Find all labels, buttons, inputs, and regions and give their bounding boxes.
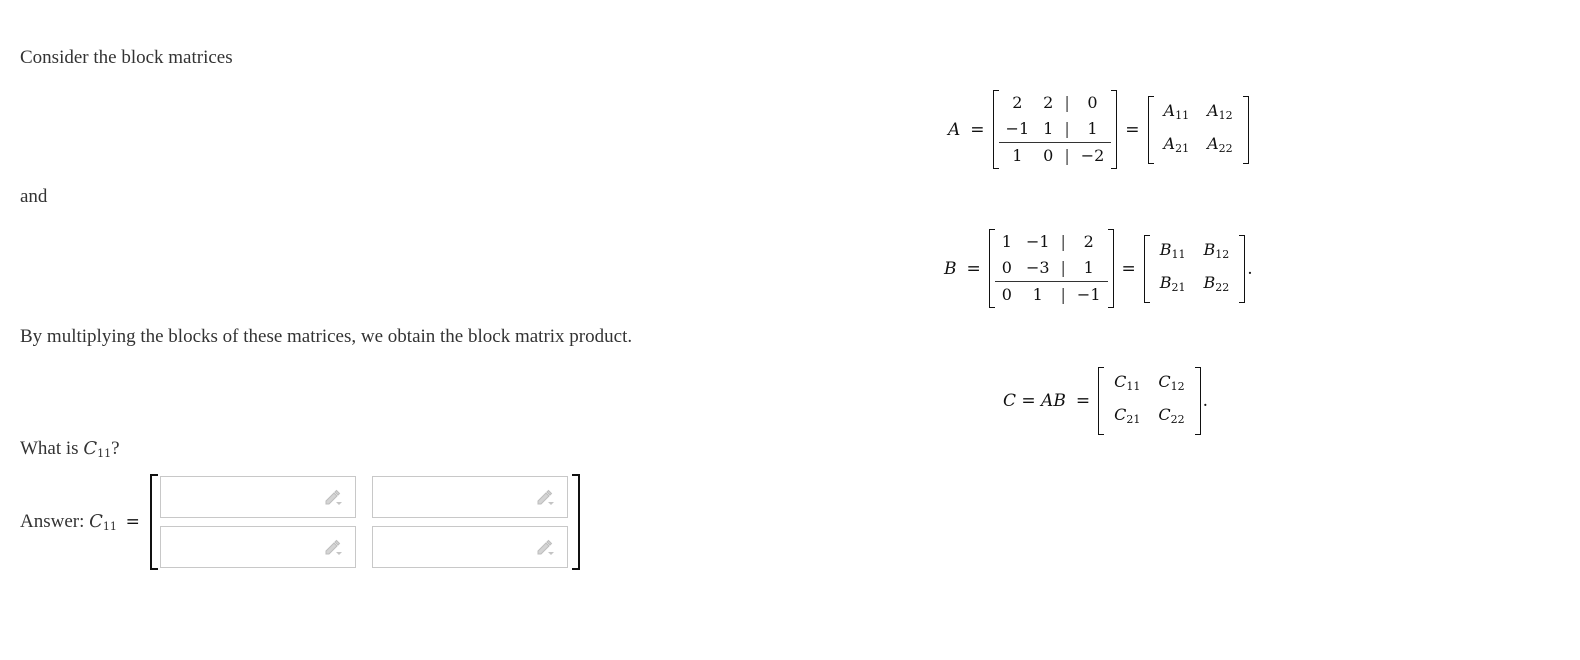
block-entry: $B_{11}$ (1159, 239, 1186, 261)
question-suffix: ? (111, 438, 120, 459)
matrix-cell: 1 (1019, 282, 1057, 309)
block-entry: $B_{21}$ (1159, 272, 1186, 294)
block-entry: $A_{12}$ (1207, 100, 1233, 122)
matrix-cell: −3 (1025, 258, 1050, 277)
matrix-a-bracket (993, 90, 1118, 169)
matrix-a-blocks (1154, 96, 1243, 164)
block-entry: $C_{21}$ (1114, 405, 1141, 426)
answer-input-r2c2[interactable] (372, 526, 568, 568)
partition-bar: | (1060, 232, 1066, 251)
partition-bar: | (1064, 93, 1070, 112)
partition-bar: | (1064, 119, 1070, 138)
matrix-b-block-bracket (1144, 235, 1246, 303)
answer-row (20, 474, 580, 570)
matrix-cell: 2 (1012, 93, 1023, 112)
matrix-b-name: B (944, 258, 957, 279)
matrix-cell: 1 (999, 143, 1037, 170)
answer-input-r2c1[interactable] (160, 526, 356, 568)
pencil-icon[interactable] (535, 539, 555, 557)
equals-sign: = (1125, 119, 1140, 140)
product-text: By multiplying the blocks of these matrices, we obtain the block matrix product. (20, 326, 633, 347)
question-prefix: What is (20, 438, 84, 459)
matrix-cell: 1 (1087, 119, 1098, 138)
matrix-cell: 1 (1043, 119, 1054, 138)
matrix-cell: 1 (1001, 232, 1012, 251)
matrix-cell: 0 (1036, 143, 1060, 170)
matrix-b-blocks (1150, 235, 1240, 303)
question-text (20, 438, 120, 460)
matrix-a-name: A (948, 119, 961, 140)
pencil-icon[interactable] (323, 489, 343, 507)
equals-sign: = (1121, 258, 1136, 279)
equals-sign: = (966, 258, 981, 279)
intro-text: Consider the block matrices (20, 47, 233, 68)
matrix-cell: 2 (1043, 93, 1054, 112)
matrix-cell: 0 (995, 282, 1019, 309)
block-entry: $B_{22}$ (1203, 272, 1230, 294)
matrix-a-equation (948, 90, 1249, 169)
matrix-b-table (995, 229, 1108, 308)
matrix-cell: −1 (1070, 282, 1108, 309)
matrix-cell: 2 (1083, 232, 1094, 251)
period: . (1247, 258, 1253, 279)
matrix-cell: −2 (1074, 143, 1112, 170)
block-entry: $A_{21}$ (1163, 133, 1190, 155)
answer-input-r1c2[interactable] (372, 476, 568, 518)
question-var: $C_{11}$ (83, 438, 112, 460)
block-entry: $A_{22}$ (1207, 133, 1233, 155)
and-text: and (20, 186, 48, 207)
matrix-cell: 0 (1001, 258, 1012, 277)
answer-matrix-bracket (150, 474, 580, 570)
matrix-cell: −1 (1005, 119, 1030, 138)
pencil-icon[interactable] (323, 539, 343, 557)
matrix-cell: −1 (1025, 232, 1050, 251)
matrix-c-lhs: C = AB (1003, 391, 1066, 411)
period: . (1202, 391, 1208, 411)
block-entry: $C_{12}$ (1158, 372, 1185, 393)
matrix-c-blocks (1104, 367, 1195, 435)
matrix-b-equation (944, 229, 1253, 308)
answer-grid (156, 474, 574, 570)
pencil-icon[interactable] (535, 489, 555, 507)
matrix-a-table (999, 90, 1112, 169)
matrix-cell: 1 (1083, 258, 1094, 277)
block-entry: $C_{22}$ (1158, 405, 1185, 426)
matrix-b-bracket (989, 229, 1114, 308)
partition-bar: | (1057, 282, 1070, 309)
partition-bar: | (1060, 258, 1066, 277)
matrix-c-block-bracket (1098, 367, 1201, 435)
block-entry: $B_{12}$ (1203, 239, 1230, 261)
matrix-cell: 0 (1087, 93, 1098, 112)
partition-bar: | (1060, 143, 1073, 170)
block-entry: $A_{11}$ (1163, 100, 1190, 122)
matrix-c-equation (1003, 367, 1208, 435)
equals-sign: = (970, 119, 985, 140)
answer-input-r1c1[interactable] (160, 476, 356, 518)
block-entry: $C_{11}$ (1114, 372, 1141, 393)
answer-label: Answer: $C_{11}$ = (20, 511, 140, 533)
matrix-a-block-bracket (1148, 96, 1249, 164)
equals-sign: = (1075, 391, 1091, 411)
